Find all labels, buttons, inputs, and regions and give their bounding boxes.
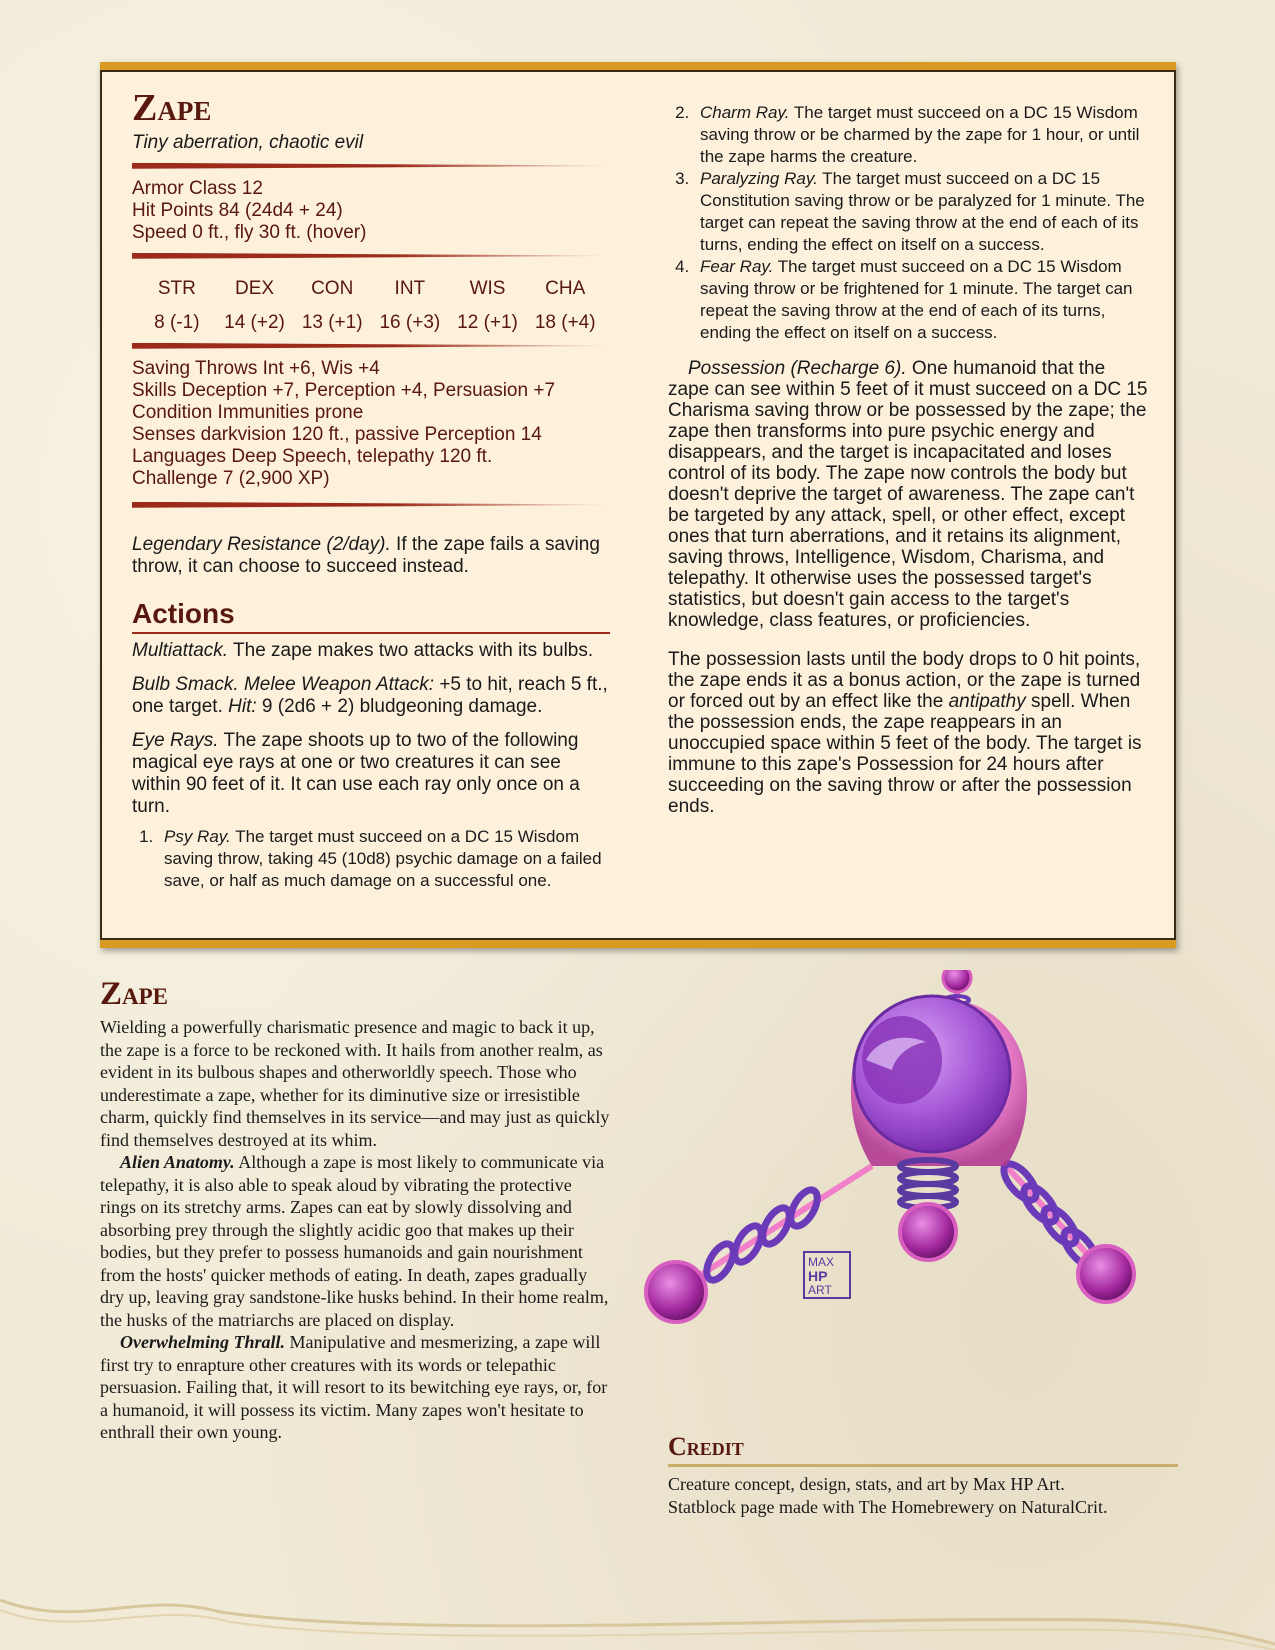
monster-name: Zape xyxy=(132,87,212,129)
antenna-bulb xyxy=(943,970,971,992)
ability-cha xyxy=(526,278,604,334)
action-possession xyxy=(668,358,1148,631)
ability-wis xyxy=(449,278,527,334)
lore-heading-alien-anatomy: Alien Anatomy. xyxy=(120,1152,235,1173)
logo-line-1: MAX xyxy=(808,1255,835,1269)
challenge-label: Challenge xyxy=(132,467,218,489)
divider xyxy=(132,502,610,508)
credit-text xyxy=(668,1473,1178,1518)
ability-score: 14 (+2) xyxy=(224,311,285,333)
senses-value: darkvision 120 ft., passive Perception 14 xyxy=(200,423,542,445)
action-eye-rays xyxy=(132,730,610,818)
action-text: The zape shoots up to two of the following magical eye rays at one or two creatures it can see within 90 feet of it. It can use each ray only once on a turn. xyxy=(132,729,580,817)
languages xyxy=(132,446,610,468)
languages-label: Languages xyxy=(132,445,227,467)
divider xyxy=(132,253,610,259)
trait-legendary-resistance xyxy=(132,534,610,578)
ability-score: 18 (+4) xyxy=(534,311,596,333)
credit-section xyxy=(668,1432,1178,1518)
trait-name: Legendary Resistance (2/day). xyxy=(132,533,391,555)
ray-name: Paralyzing Ray. xyxy=(700,169,818,188)
credit-line-1: Creature concept, design, stats, and art by Max HP Art. xyxy=(668,1474,1065,1494)
saving-throws-label: Saving Throws xyxy=(132,357,258,379)
ability-score: 12 (+1) xyxy=(457,311,518,333)
ray-name: Charm Ray. xyxy=(700,103,790,122)
action-damage: 9 (2d6 + 2) bludgeoning damage. xyxy=(261,695,543,717)
ability-name: WIS xyxy=(469,277,506,299)
neck-springs xyxy=(900,1160,956,1208)
stat-block-left-column xyxy=(132,88,610,892)
condition-immunities xyxy=(132,402,610,424)
ray-list-1 xyxy=(132,826,610,892)
action-name: Bulb Smack. xyxy=(132,673,239,695)
action-bulb-smack xyxy=(132,674,610,718)
ray-item-fear xyxy=(694,256,1148,344)
lore-paragraph-3 xyxy=(100,1331,610,1444)
speed-label: Speed xyxy=(132,221,187,243)
logo-line-2: HP xyxy=(808,1268,828,1284)
ability-name: STR xyxy=(157,277,196,299)
skills xyxy=(132,380,610,402)
credit-line-2: Statblock page made with The Homebrewery on NaturalCrit. xyxy=(668,1496,1108,1517)
stat-block xyxy=(100,62,1176,948)
lore-text: Manipulative and mesmerizing, a zape will first try to enrapture other creatures with its words or telepathic persuasion. Failing that, it will resort to its bewitching eye rays, or, for a humanoid, it will possess its victim. Many zapes won't hesitate to enthrall their own young. xyxy=(100,1332,608,1443)
divider xyxy=(132,163,610,169)
lore-section xyxy=(100,976,610,1444)
lore-heading-overwhelming-thrall: Overwhelming Thrall. xyxy=(120,1332,286,1353)
ray-list-2 xyxy=(668,102,1148,344)
challenge xyxy=(132,468,610,490)
action-name: Possession (Recharge 6). xyxy=(688,358,907,379)
possession-end xyxy=(668,649,1148,817)
ray-name: Fear Ray. xyxy=(700,257,774,276)
ability-name: CHA xyxy=(545,277,586,299)
action-multiattack xyxy=(132,640,610,662)
armor-class-label: Armor Class xyxy=(132,177,237,199)
hit-points-label: Hit Points xyxy=(132,199,214,221)
senses xyxy=(132,424,610,446)
armor-class xyxy=(132,178,610,200)
left-bulb xyxy=(646,1262,706,1322)
ability-score: 13 (+1) xyxy=(301,311,363,333)
divider xyxy=(132,343,610,349)
action-name: Multiattack. xyxy=(132,639,229,661)
lore-text: Although a zape is most likely to communicate via telepathy, it is also able to speak aloud by vibrating the protective rings on its stretchy arms. Zapes can eat by slowly dissolving and absorbing prey through the slightly acidic goo that makes up their bodies, but they prefer to possess humanoids and gain nourishment from the hosts' quicker methods of eating. In death, zapes gradually dry up, leaving gray sandstone-like husks behind. In their home realm, the husks of the matriarchs are placed on display. xyxy=(100,1152,609,1330)
skills-label: Skills xyxy=(132,379,177,401)
skills-value: Deception +7, Perception +4, Persuasion +7 xyxy=(181,379,556,401)
footer-ornament xyxy=(0,1560,1275,1650)
max-hp-art-logo xyxy=(804,1252,850,1298)
zape-illustration xyxy=(640,970,1190,1390)
ability-int xyxy=(371,278,449,334)
action-text: +5 to hit, reach 5 ft., one target. xyxy=(132,673,608,717)
armor-class-value: 12 xyxy=(241,177,263,199)
hit-points-value: 84 (24d4 + 24) xyxy=(218,199,343,221)
condition-immunities-value: prone xyxy=(314,401,364,423)
possession-end-spell: antipathy xyxy=(948,691,1026,712)
action-text: One humanoid that the zape can see within 5 feet of it must succeed on a DC 15 Charisma saving throw or be possessed by the zape; the zape then transforms into pure psychic energy and disappears, and the target is incapacitated and loses control of its body. The zape now controls the body but doesn't deprive the target of awareness. The zape can't be targeted by any attack, spell, or other effect, except ones that turn aberrations, and it retains its alignment, saving throws, Intelligence, Wisdom, Charisma, and telepathy. It otherwise uses the possessed target's statistics, but doesn't gain access to the target's knowledge, class features, or proficiencies. xyxy=(668,358,1148,631)
right-bulb xyxy=(1078,1246,1134,1302)
actions-heading: Actions xyxy=(132,598,610,634)
ray-text: The target must succeed on a DC 15 Constitution saving throw or be paralyzed for 1 minute. The target can repeat the saving throw at the end of each of its turns, ending the effect on itself on a success. xyxy=(700,169,1145,254)
ray-item-charm xyxy=(694,102,1148,168)
lore-paragraph-1: Wielding a powerfully charismatic presence and magic to back it up, the zape is a force to be reckoned with. It hails from another realm, as evident in its bulbous shapes and otherworldly speech. Those who underestimate a zape, whether for its diminutive size or irresistible charm, quickly find themselves in its service—and may just as quickly find themselves destroyed at its whim. xyxy=(100,1017,610,1150)
speed xyxy=(132,222,610,244)
ray-text: The target must succeed on a DC 15 Wisdom saving throw, taking 45 (10d8) psychic damage on a failed save, or half as much damage on a successful one. xyxy=(164,826,602,890)
ability-name: INT xyxy=(394,277,426,299)
lore-title: Zape xyxy=(100,976,169,1012)
trait-text: If the zape fails a saving throw, it can choose to succeed instead. xyxy=(132,533,600,577)
ray-name: Psy Ray. xyxy=(164,826,231,846)
attack-type: Melee Weapon Attack: xyxy=(243,673,435,695)
lore-paragraph-2 xyxy=(100,1151,610,1331)
ability-score: 16 (+3) xyxy=(379,311,441,333)
stat-block-right-column xyxy=(668,102,1148,817)
ability-str xyxy=(138,278,216,334)
ray-item-paralyzing xyxy=(694,168,1148,256)
ability-con xyxy=(293,278,371,334)
logo-line-3: ART xyxy=(808,1283,832,1297)
credit-title: Credit xyxy=(668,1432,1178,1467)
ray-text: The target must succeed on a DC 15 Wisdom saving throw or be charmed by the zape for 1 hour, or until the zape harms the creature. xyxy=(700,103,1140,166)
action-text: The zape makes two attacks with its bulbs. xyxy=(233,639,594,661)
challenge-value: 7 (2,900 XP) xyxy=(222,467,330,489)
monster-type: Tiny aberration, chaotic evil xyxy=(132,131,364,153)
possession-end-text-2: spell. When the possession ends, the zape reappears in an unoccupied space within 5 feet of the body. The target is immune to this zape's Possession for 24 hours after succeeding on the saving throw or after the possession ends. xyxy=(668,691,1142,817)
ability-name: DEX xyxy=(234,277,275,299)
ability-score: 8 (-1) xyxy=(154,311,200,333)
languages-value: Deep Speech, telepathy 120 ft. xyxy=(231,445,493,467)
hit-points xyxy=(132,200,610,222)
saving-throws xyxy=(132,358,610,380)
center-bulb xyxy=(900,1204,956,1260)
saving-throws-value: Int +6, Wis +4 xyxy=(262,357,380,379)
senses-label: Senses xyxy=(132,423,196,445)
possession-end-text-1: The possession lasts until the body drops to 0 hit points, the zape ends it as a bonus action, or the zape is turned or forced out by an effect like the xyxy=(668,649,1141,712)
ray-text: The target must succeed on a DC 15 Wisdom saving throw or be frightened for 1 minute. The target can repeat the saving throw at the end of each of its turns, ending the effect on itself on a success. xyxy=(700,257,1133,342)
condition-immunities-label: Condition Immunities xyxy=(132,401,310,423)
ray-item-psy xyxy=(158,826,610,892)
ability-name: CON xyxy=(311,277,354,299)
ability-dex xyxy=(216,278,294,334)
hit-label: Hit: xyxy=(228,695,257,717)
ability-scores xyxy=(132,268,610,334)
action-name: Eye Rays. xyxy=(132,729,219,751)
speed-value: 0 ft., fly 30 ft. (hover) xyxy=(192,221,367,243)
